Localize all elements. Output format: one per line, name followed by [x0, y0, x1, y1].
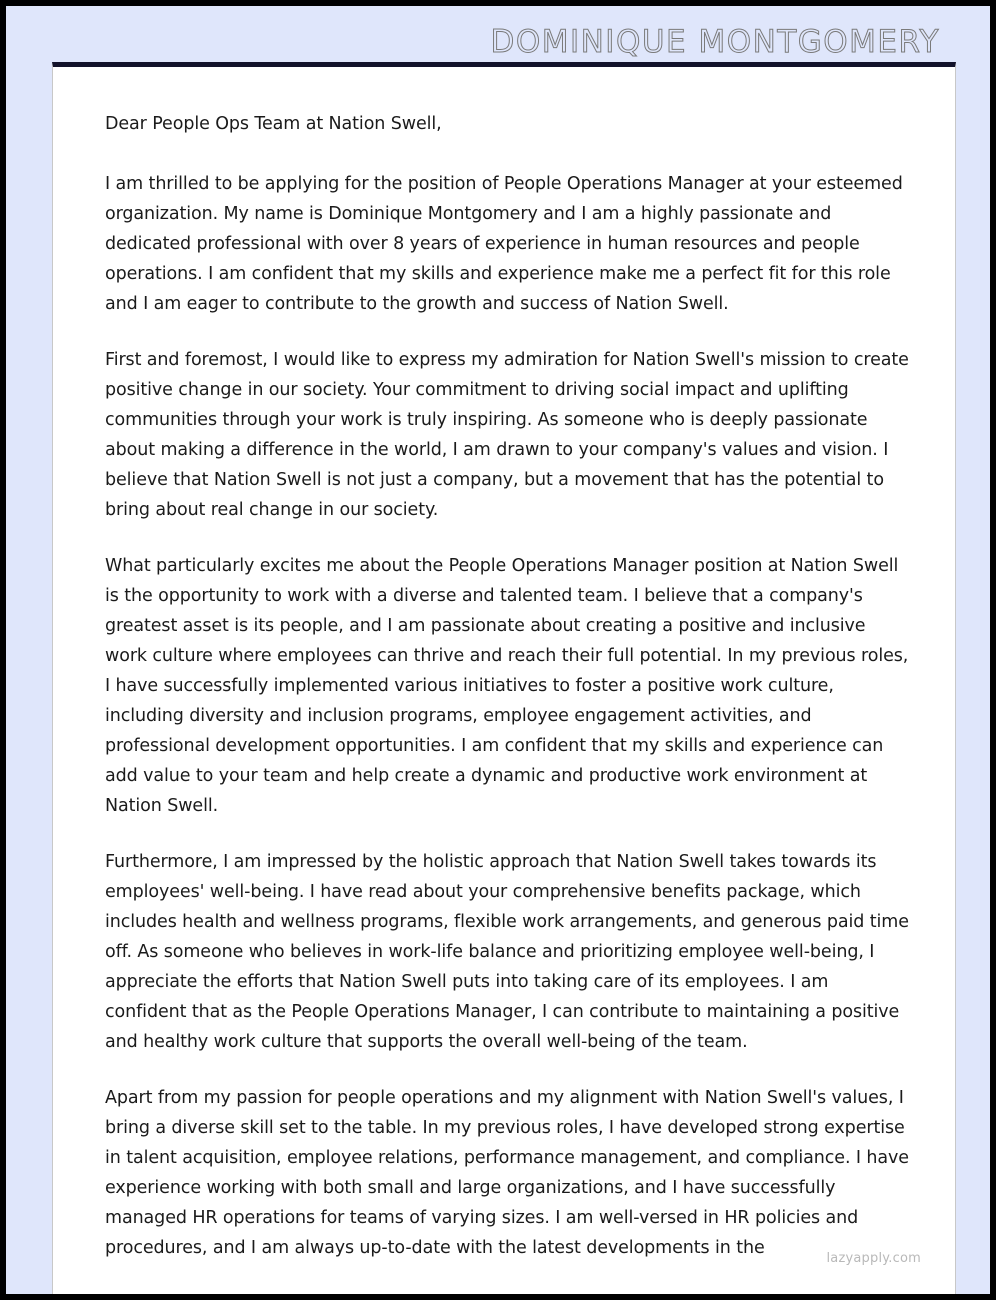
letter-sheet — [52, 62, 956, 1294]
letter-paragraph: First and foremost, I would like to express my admiration for Nation Swell's mission to create positive change in our society. Your commitment to driving social impact and uplifting communities through your work is truly inspiring. As someone who is deeply passionate about making a difference in the world, I am drawn to your company's values and vision. I believe that Nation Swell is not just a company, but a movement that has the potential to bring about real change in our society. — [105, 350, 909, 520]
watermark-label: lazyapply.com — [826, 1251, 921, 1266]
letter-paragraph: I am thrilled to be applying for the position of People Operations Manager at your esteemed organization. My name is Dominique Montgomery and I am a highly passionate and dedicated professional with over 8 years of experience in human resources and people operations. I am confident that my skills and experience make me a perfect fit for this role and I am eager to contribute to the growth and success of Nation Swell. — [105, 174, 903, 314]
letter-paragraph: What particularly excites me about the People Operations Manager position at Nation Swell is the opportunity to work with a diverse and talented team. I believe that a company's greatest asset is its people, and I am passionate about creating a positive and inclusive work culture where employees can thrive and reach their full potential. In my previous roles, I have successfully implemented various initiatives to foster a positive work culture, including diversity and inclusion programs, employee engagement activities, and professional development opportunities. I am confident that my skills and experience can add value to your team and help create a dynamic and productive work environment at Nation Swell. — [105, 556, 909, 816]
document-header — [12, 12, 984, 58]
letter-salutation: Dear People Ops Team at Nation Swell, — [105, 114, 442, 134]
letter-paragraph: Apart from my passion for people operations and my alignment with Nation Swell's values, I bring a diverse skill set to the table. In my previous roles, I have developed strong expertise in talent acquisition, employee relations, performance management, and compliance. I have experience working with both small and large organizations, and I have successfully managed HR operations for teams of varying sizes. I am well-versed in HR policies and procedures, and I am always up-to-date with the latest developments in the — [105, 1088, 909, 1258]
letter-paragraph: Furthermore, I am impressed by the holistic approach that Nation Swell takes towards its employees' well-being. I have read about your comprehensive benefits package, which includes health and wellness programs, flexible work arrangements, and generous paid time off. As someone who believes in work-life balance and prioritizing employee well-being, I appreciate the efforts that Nation Swell puts into taking care of its employees. I am confident that as the People Operations Manager, I can contribute to maintaining a positive and healthy work culture that supports the overall well-being of the team. — [105, 852, 909, 1052]
letter-body — [105, 109, 911, 1289]
applicant-name-heading: DOMINIQUE MONTGOMERY — [490, 24, 940, 60]
